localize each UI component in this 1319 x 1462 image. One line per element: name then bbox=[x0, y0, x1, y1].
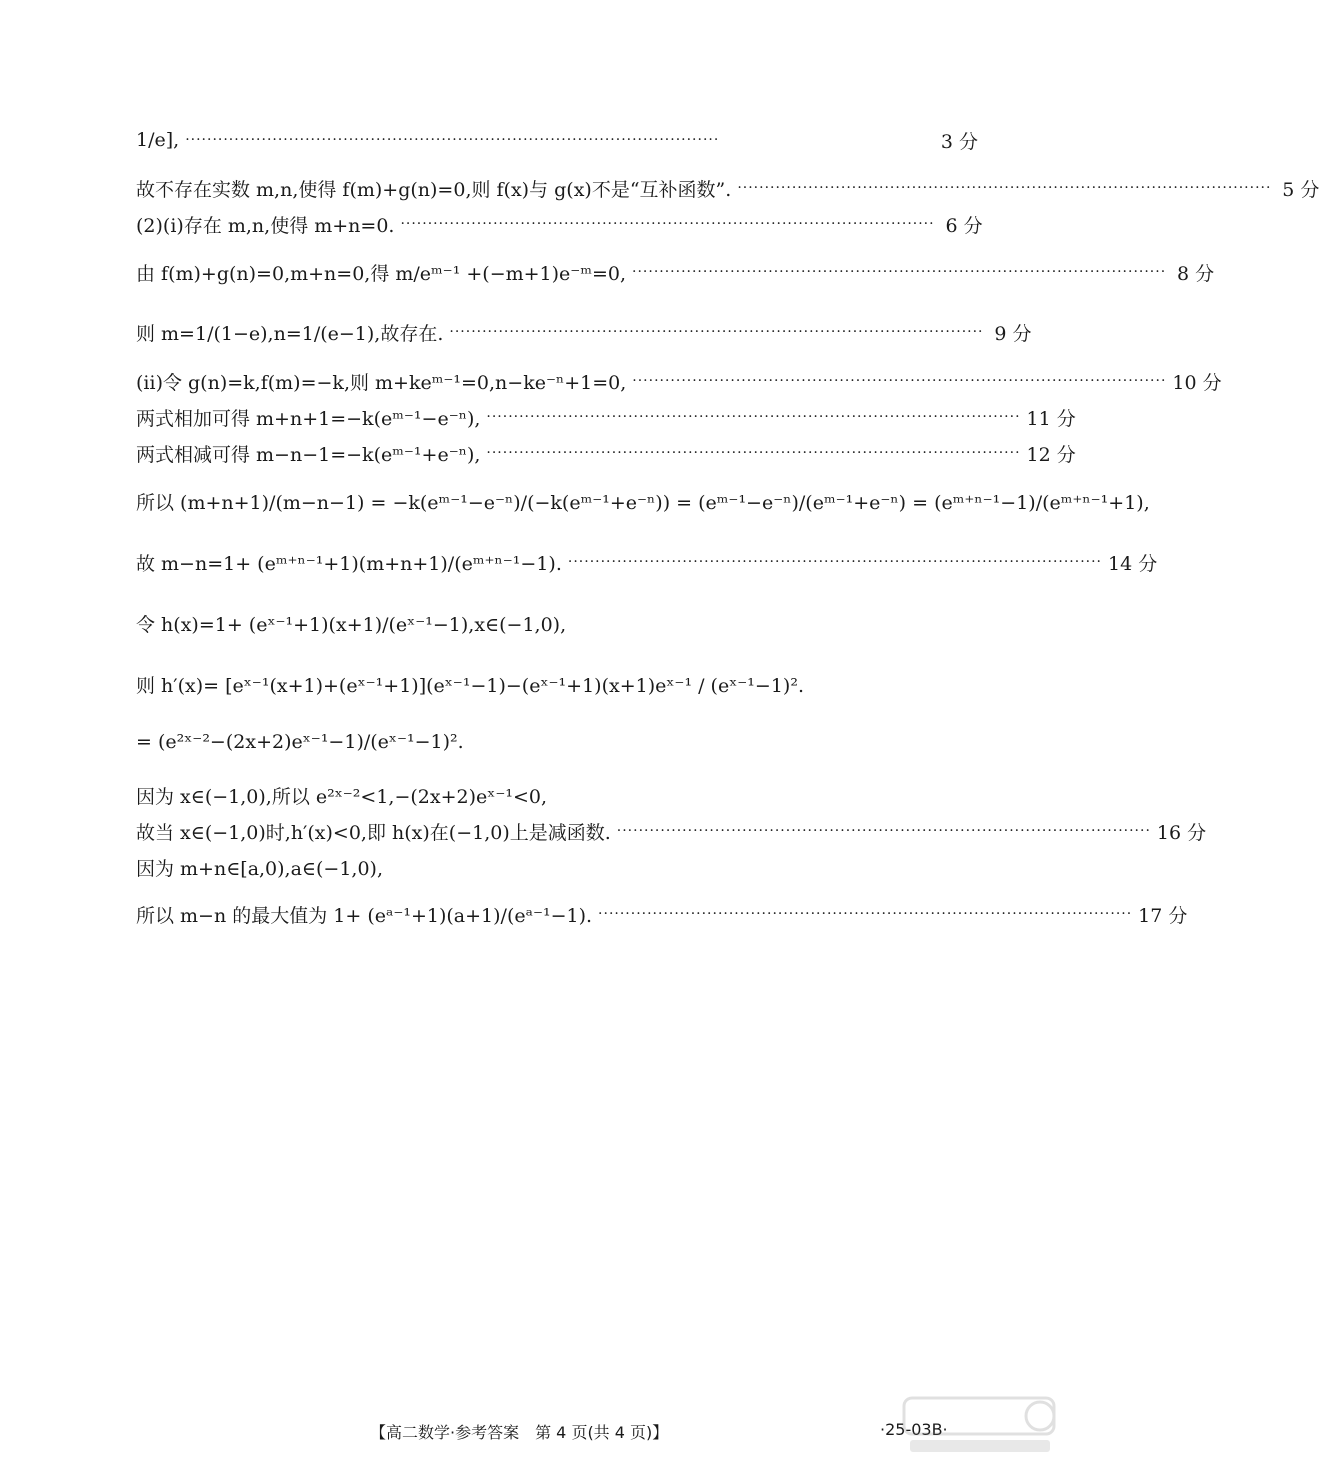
leader-dots: ·································································································· bbox=[486, 445, 1021, 461]
score-label: 12 分 bbox=[1026, 443, 1076, 466]
answer-line-15 bbox=[136, 811, 1207, 851]
footer-title: 【高二数学·参考答案 第 4 页(共 4 页)】 bbox=[370, 1423, 669, 1442]
answer-line-17 bbox=[136, 894, 1188, 934]
leader-dots: ·································································································· bbox=[567, 554, 1103, 570]
line-text: 所以 (m+n+1)/(m−n−1) = −k(eᵐ⁻¹−e⁻ⁿ)/(−k(eᵐ⁻¹+e⁻ⁿ)) = (eᵐ⁻¹−e⁻ⁿ)/(eᵐ⁻¹+e⁻ⁿ) = (eᵐ⁺ⁿ⁻¹−1)/(eᵐ⁺ⁿ⁻¹+1), bbox=[136, 491, 1150, 514]
answer-line-13 bbox=[136, 722, 978, 762]
score-label: 6 分 bbox=[945, 214, 983, 237]
line-text: 两式相加可得 m+n+1=−k(eᵐ⁻¹−e⁻ⁿ), bbox=[136, 407, 481, 430]
answer-line-11 bbox=[136, 603, 978, 643]
watermark-logo-icon bbox=[900, 1392, 1070, 1458]
answer-line-12 bbox=[136, 664, 978, 704]
answer-line-16 bbox=[136, 847, 978, 887]
answer-line-10 bbox=[136, 542, 1158, 582]
leader-dots: ·································································································· bbox=[449, 324, 984, 340]
line-text: = (e²ˣ⁻²−(2x+2)eˣ⁻¹−1)/(eˣ⁻¹−1)². bbox=[136, 731, 464, 753]
line-text: 则 h′(x)= [eˣ⁻¹(x+1)+(eˣ⁻¹+1)](eˣ⁻¹−1)−(eˣ⁻¹+1)(x+1)eˣ⁻¹ / (eˣ⁻¹−1)². bbox=[136, 674, 804, 697]
score-label: 16 分 bbox=[1156, 821, 1207, 844]
leader-dots: ·································································································· bbox=[632, 264, 1167, 280]
leader-dots: ·································································································· bbox=[400, 216, 935, 232]
answer-line-6 bbox=[136, 361, 1222, 401]
score-label: 14 分 bbox=[1108, 552, 1158, 575]
answer-line-14 bbox=[136, 775, 978, 815]
line-text: (2)(ⅰ)存在 m,n,使得 m+n=0. bbox=[136, 214, 395, 237]
line-text: 令 h(x)=1+ (eˣ⁻¹+1)(x+1)/(eˣ⁻¹−1),x∈(−1,0), bbox=[136, 613, 567, 636]
leader-dots: ·································································································· bbox=[737, 180, 1272, 196]
answer-line-1 bbox=[136, 120, 978, 160]
score-label: 5 分 bbox=[1282, 178, 1319, 201]
leader-dots: ·································································································· bbox=[486, 409, 1021, 425]
line-text: 由 f(m)+g(n)=0,m+n=0,得 m/eᵐ⁻¹ +(−m+1)e⁻ᵐ=0, bbox=[136, 262, 627, 285]
footer-code: ·25-03B· bbox=[880, 1420, 948, 1439]
answer-line-4 bbox=[136, 252, 1215, 292]
score-label: 10 分 bbox=[1172, 371, 1222, 394]
line-text: 故当 x∈(−1,0)时,h′(x)<0,即 h(x)在(−1,0)上是减函数. bbox=[136, 821, 611, 844]
line-text: 因为 x∈(−1,0),所以 e²ˣ⁻²<1,−(2x+2)eˣ⁻¹<0, bbox=[136, 785, 548, 808]
line-text: 1/e], bbox=[136, 129, 180, 151]
answer-line-9 bbox=[136, 481, 1150, 521]
answer-line-5 bbox=[136, 312, 1032, 352]
leader-dots: ·································································································· bbox=[185, 132, 720, 148]
leader-dots: ·································································································· bbox=[632, 373, 1167, 389]
line-text: (ⅱ)令 g(n)=k,f(m)=−k,则 m+keᵐ⁻¹=0,n−ke⁻ⁿ+1=0, bbox=[136, 371, 627, 394]
answer-line-8 bbox=[136, 433, 1076, 473]
score-label: 17 分 bbox=[1138, 904, 1188, 927]
answer-line-7 bbox=[136, 397, 1076, 437]
line-text: 两式相减可得 m−n−1=−k(eᵐ⁻¹+e⁻ⁿ), bbox=[136, 443, 481, 466]
score-label: 3 分 bbox=[940, 130, 978, 153]
line-text: 故 m−n=1+ (eᵐ⁺ⁿ⁻¹+1)(m+n+1)/(eᵐ⁺ⁿ⁻¹−1). bbox=[136, 552, 562, 575]
line-text: 则 m=1/(1−e),n=1/(e−1),故存在. bbox=[136, 322, 444, 345]
score-label: 11 分 bbox=[1026, 407, 1076, 430]
answer-line-3 bbox=[136, 204, 983, 244]
score-label: 9 分 bbox=[994, 322, 1032, 345]
answer-line-2 bbox=[136, 168, 1319, 208]
leader-dots: ·································································································· bbox=[598, 906, 1133, 922]
line-text: 因为 m+n∈[a,0),a∈(−1,0), bbox=[136, 857, 383, 880]
line-text: 故不存在实数 m,n,使得 f(m)+g(n)=0,则 f(x)与 g(x)不是“互补函数”. bbox=[136, 178, 732, 201]
leader-dots: ·································································································· bbox=[616, 823, 1151, 839]
line-text: 所以 m−n 的最大值为 1+ (eᵃ⁻¹+1)(a+1)/(eᵃ⁻¹−1). bbox=[136, 904, 593, 927]
score-label: 8 分 bbox=[1177, 262, 1215, 285]
